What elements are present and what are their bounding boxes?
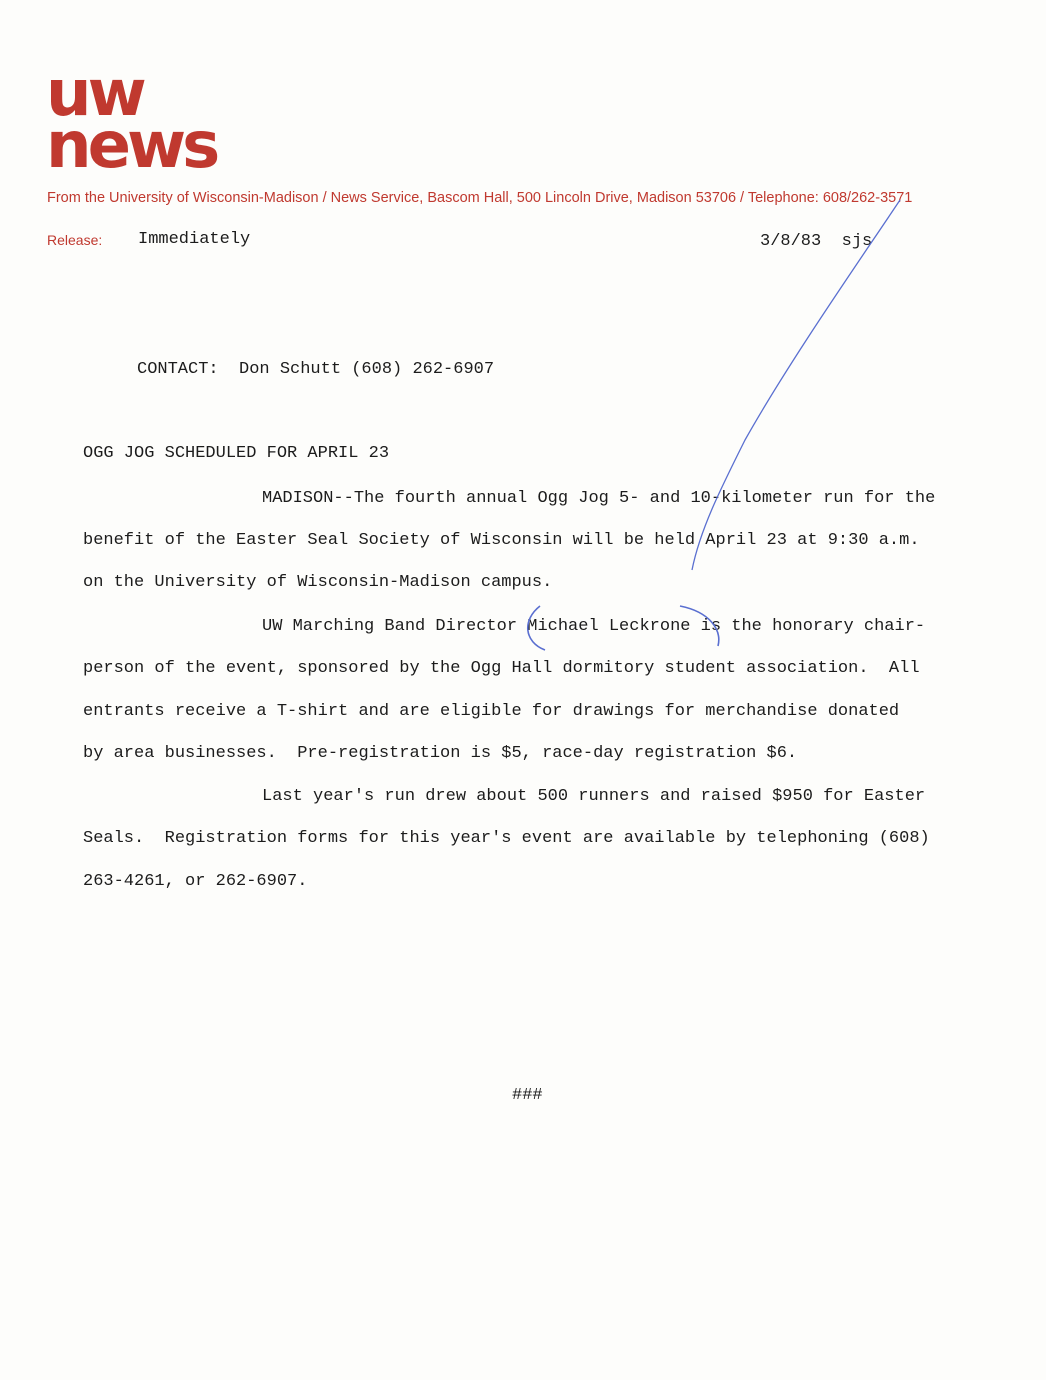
body-line: benefit of the Easter Seal Society of Wisconsin will be held April 23 at 9:30 a.m. bbox=[83, 531, 920, 550]
letterhead-address: From the University of Wisconsin-Madison / News Service, Bascom Hall, 500 Lincoln Drive, Madison 53706 / Telephone: 608/262-3571 bbox=[47, 190, 913, 206]
body-line: person of the event, sponsored by the Ogg Hall dormitory student association. All bbox=[83, 659, 920, 678]
uw-news-logo-uw: uw bbox=[46, 57, 143, 131]
pen-open-paren bbox=[528, 606, 545, 650]
contact-line: CONTACT: Don Schutt (608) 262-6907 bbox=[137, 360, 495, 379]
body-line: entrants receive a T-shirt and are eligible for drawings for merchandise donated bbox=[83, 702, 900, 721]
headline: OGG JOG SCHEDULED FOR APRIL 23 bbox=[83, 444, 390, 463]
body-line: MADISON--The fourth annual Ogg Jog 5- and 10-kilometer run for the bbox=[262, 489, 936, 508]
uw-news-logo-news: news bbox=[46, 109, 217, 183]
body-line: 263-4261, or 262-6907. bbox=[83, 872, 308, 891]
body-line: on the University of Wisconsin-Madison campus. bbox=[83, 573, 553, 592]
body-line: Last year's run drew about 500 runners and raised $950 for Easter bbox=[262, 787, 926, 806]
body-line: Seals. Registration forms for this year's event are available by telephoning (608) bbox=[83, 829, 930, 848]
end-mark: ### bbox=[512, 1086, 543, 1105]
pen-close-paren bbox=[680, 606, 719, 646]
release-value: Immediately bbox=[138, 230, 251, 249]
body-line: by area businesses. Pre-registration is $5, race-day registration $6. bbox=[83, 744, 798, 763]
release-label: Release: bbox=[47, 232, 103, 248]
pen-stroke-line bbox=[692, 200, 900, 570]
body-line: UW Marching Band Director Michael Leckrone is the honorary chair- bbox=[262, 617, 926, 636]
date-code: 3/8/83 sjs bbox=[760, 232, 873, 251]
